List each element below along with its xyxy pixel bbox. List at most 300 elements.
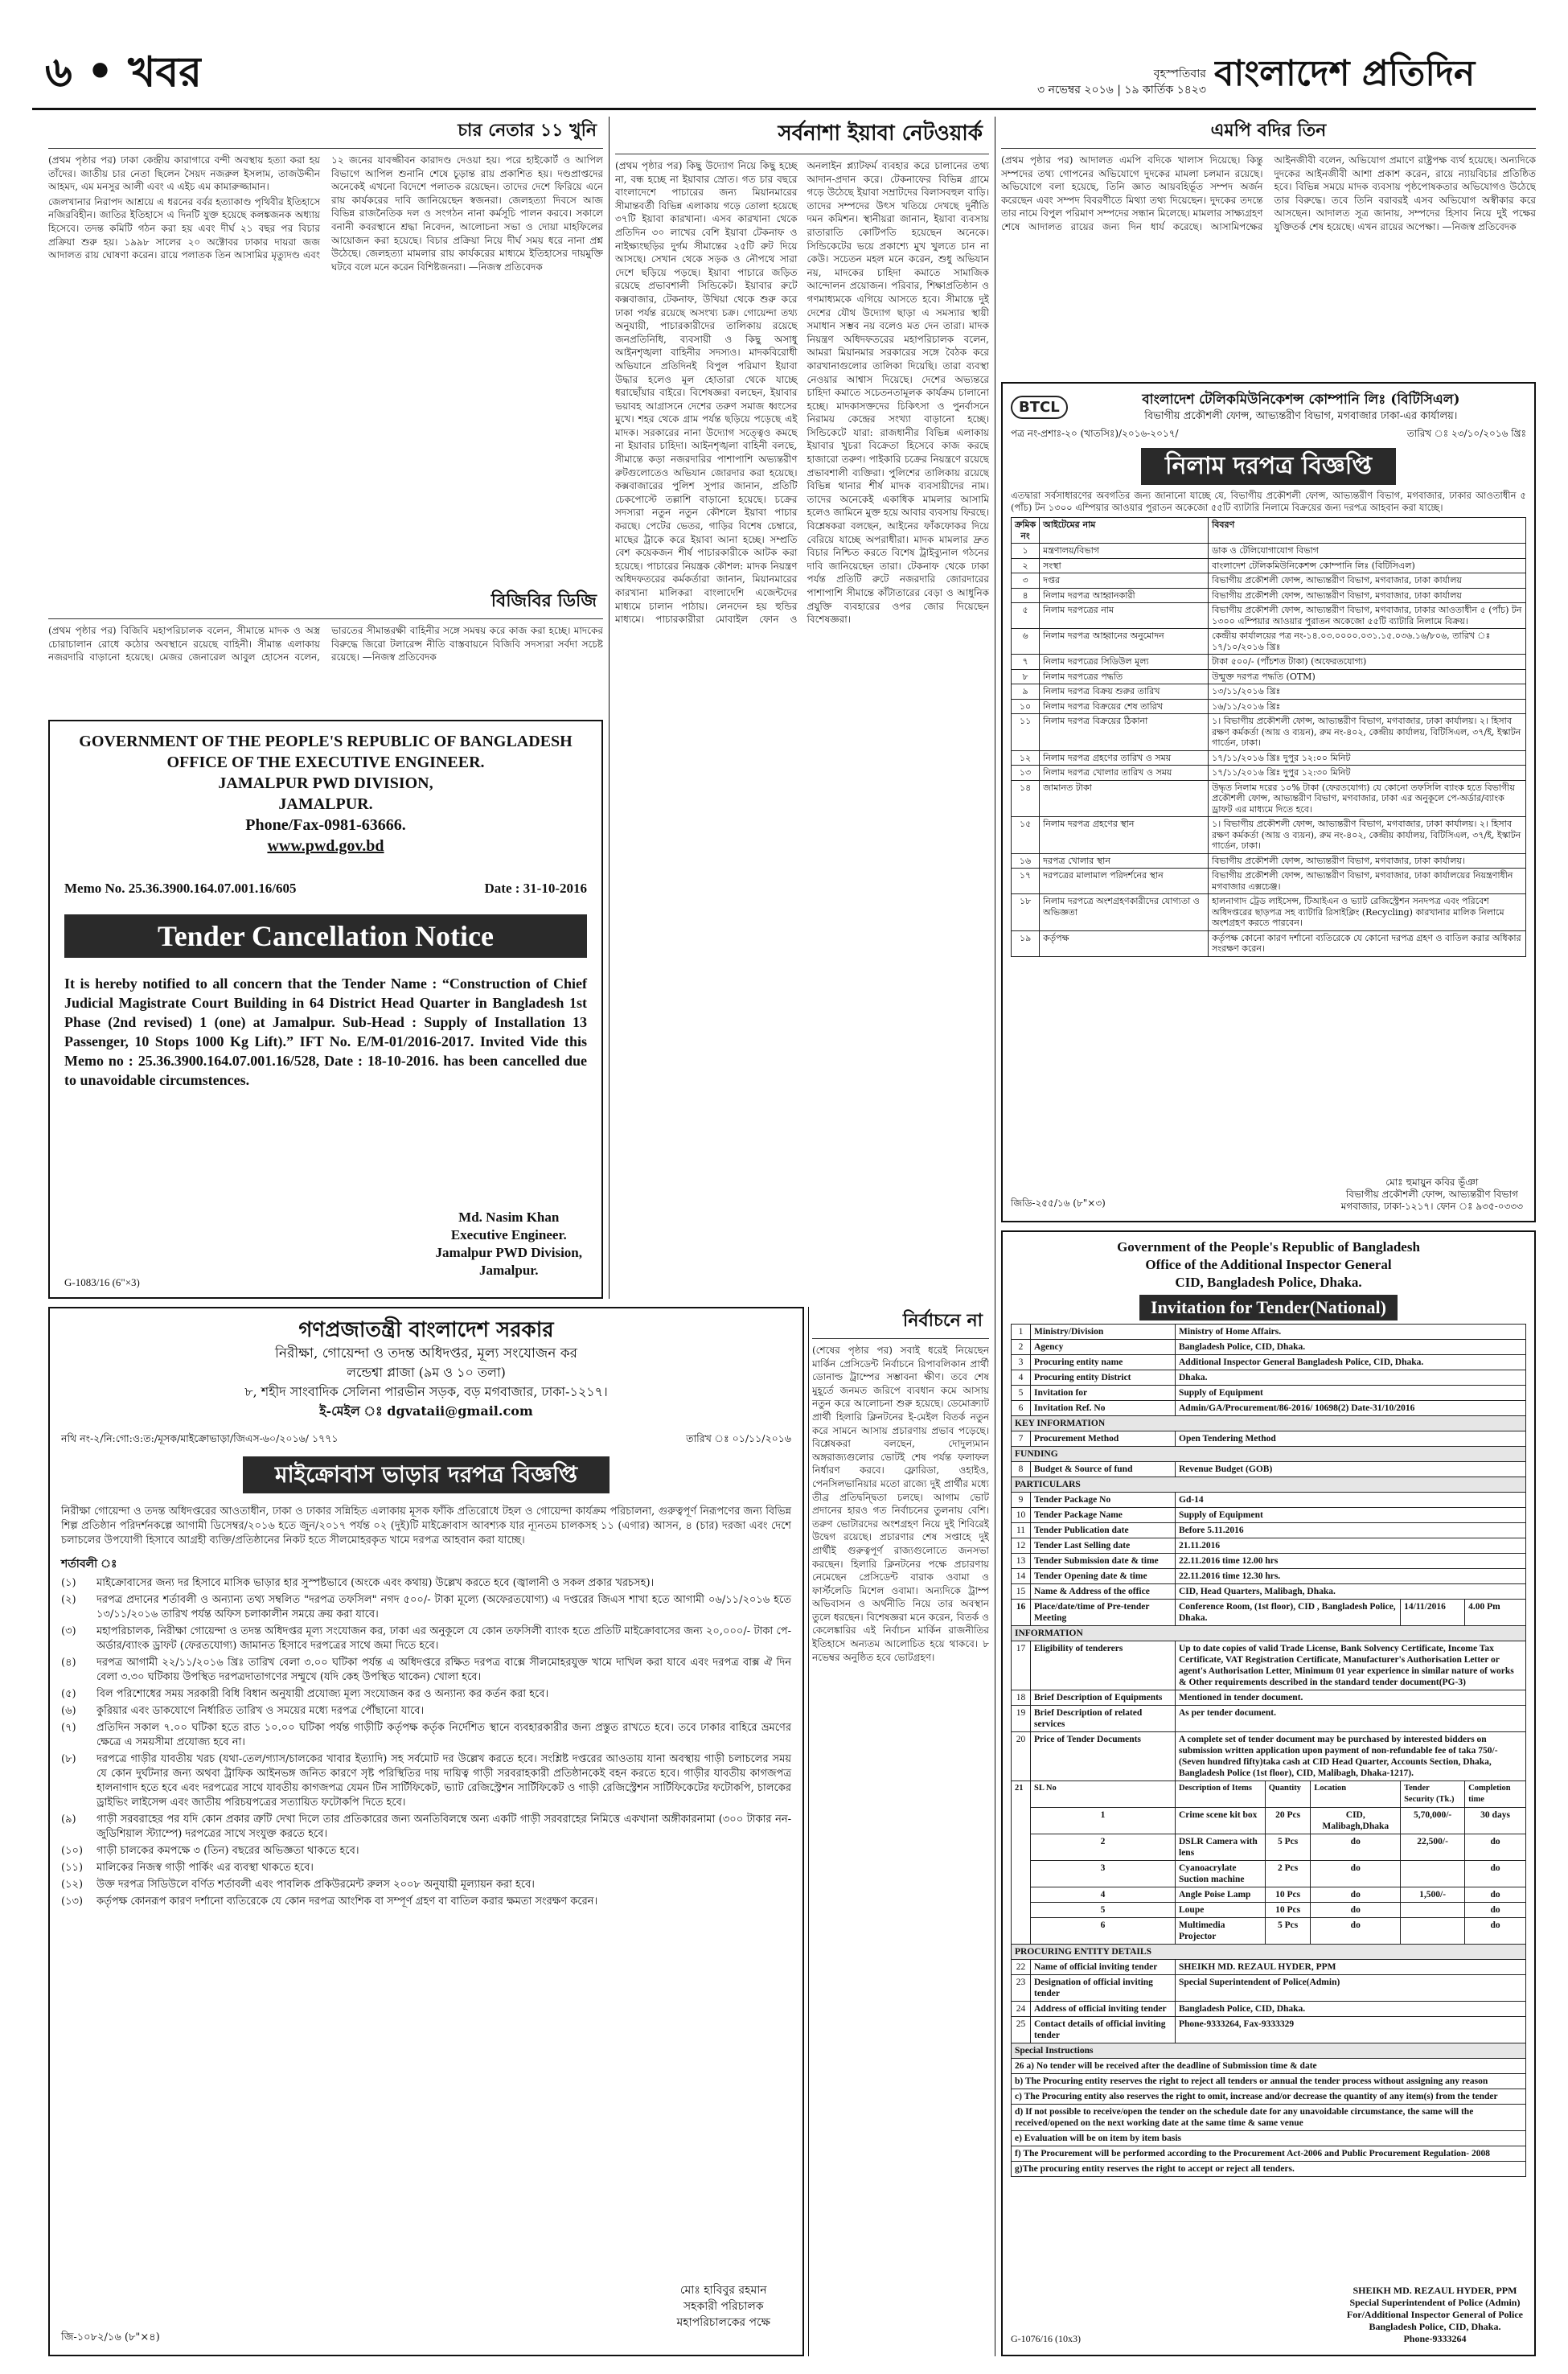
item-cell: 4 [1031,1887,1176,1903]
item-cell: 5 Pcs [1265,1834,1311,1861]
table-cell: টাকা ৫০০/- (পাঁচশত টাকা) (অফেরতযোগ্য) [1209,655,1526,670]
cid-signer-title: Special Superintendent of Police (Admin) [1349,2297,1521,2308]
item-cell: do [1311,1834,1401,1861]
table-cell: Ministry of Home Affairs. [1176,1325,1526,1340]
table-row [1012,869,1526,894]
table-cell: 13 [1012,1554,1031,1569]
table-cell: 17 [1012,1641,1031,1690]
table-row [1012,558,1526,573]
nbr-memo-no: নথি নং-২/নি:গো:ও:ত:/মূসক/মাইক্রোভাড়া/জিএস-৬০/২০১৬/ ১৭৭১ [61,1432,339,1444]
table-cell: Bangladesh Police, CID, Dhaka. [1176,1340,1526,1355]
table-cell: নিলাম দরপত্রের সিডিউল মূল্য [1040,655,1209,670]
term-text: বিল পরিশোধের সময় সরকারী বিধি বিধান অনুযায়ী প্রযোজ্য মূল্য সংযোজন কর ও অন্যান্য কর কর্তন করা হবে। [96,1688,549,1700]
btcl-intro: এতদ্বারা সর্বসাধারণের অবগতির জন্য জানানো যাচ্ছে যে, বিভাগীয় প্রকৌশলী ফোন্স, আভ্যন্তরীণ বিভাগ, মগবাজার, ঢাকার আওতাধীন ৫ (পাঁচ) টন ১৩০০ এম্পিয়ার আওয়ার পুরাতন অকেজো ৫৫টি ব্যাটারি নিলামে বিক্রয়ের জন্য দরপত্র আহবান করা যাচ্ছে। [1011,490,1526,513]
table-cell: 8 [1012,1462,1031,1477]
btcl-signer-name: মোঃ হুমায়ুন কবির ভূঁঞা [1385,1177,1479,1188]
table-cell: কর্তৃপক্ষ কোনো কারণ দর্শানো ব্যতিরেকে যে কোনো দরপত্র গ্রহণ ও বাতিল করার অধিকার সংরক্ষণ করেন। [1209,930,1526,956]
table-header-row [1012,518,1526,544]
table-cell: জামানত টাকা [1040,780,1209,817]
cid-notice-title: Invitation for Tender(National) [1139,1295,1398,1320]
table-cell: 25 [1012,2017,1031,2043]
table-row [1012,1584,1526,1600]
term-number: (১১) [61,1862,84,1874]
term-item [61,1861,791,1875]
paper-name: বাংলাদেশ প্রতিদিন [1214,53,1476,94]
table-row [1012,1960,1526,1975]
nbr-notice-title: মাইক্রোবাস ভাড়ার দরপত্র বিজ্ঞপ্তি [243,1456,610,1493]
table-row [1012,1340,1526,1355]
pwd-signer-name: Md. Nasim Khan [458,1210,560,1225]
table-cell: Phone-9333264, Fax-9333329 [1176,2017,1526,2043]
table-cell: ১৭ [1012,869,1040,894]
item-cell: do [1465,1918,1526,1945]
item-cell: 3 [1031,1861,1176,1887]
table-cell: ১। বিভাগীয় প্রকৌশলী ফোন্স, আভ্যন্তরীণ বিভাগ, মগবাজার, ঢাকা কার্যালয়। ২। হিসাব রক্ষণ কর্মকর্তা (আয় ও ব্যয়ন), রুম নং-৪০২, কেন্দ্রীয় কার্যালয়, বিটিসিএল, ৩৭/ই, ইস্কাটন গার্ডেন, ঢাকা। [1209,714,1526,751]
term-text: উক্ত দরপত্র সিডিউলে বর্ণিত শর্তাবলী এবং পাবলিক প্রকিউরমেন্ট রুলস ২০০৮ অনুযায়ী মূল্যায়ন করা হবে। [96,1879,535,1891]
pwd-signer-title: Executive Engineer. [450,1227,567,1242]
item-cell: 2 [1031,1834,1176,1861]
term-item [61,1593,791,1622]
table-cell: ১৫ [1012,817,1040,854]
table-cell: 14 [1012,1569,1031,1584]
table-header-cell: SL No [1031,1781,1176,1808]
table-cell: ১৩/১১/২০১৬ খ্রিঃ [1209,684,1526,700]
btcl-memo-no: পত্র নং-প্রশাঃ-২০ (খাতসিঃ)/২০১৬-২০১৭/ [1011,428,1179,439]
table-cell: 11 [1012,1523,1031,1538]
story-bgb-dg [48,587,603,700]
cid-ad-ref: G-1076/16 (10x3) [1011,2333,1081,2344]
section-header: KEY INFORMATION [1012,1416,1526,1431]
item-cell: 5,70,000/- [1401,1808,1465,1834]
table-cell: 18 [1012,1690,1031,1706]
table-cell: Bangladesh Police, CID, Dhaka. [1176,2002,1526,2017]
item-cell: CID, Malibagh,Dhaka [1311,1808,1401,1834]
table-cell: 20 [1012,1732,1031,1781]
item-cell: do [1465,1861,1526,1887]
section-header: PARTICULARS [1012,1477,1526,1493]
table-cell: Special Superintendent of Police(Admin) [1176,1975,1526,2002]
story-mp-bodi [1001,117,1536,374]
table-cell: 16 [1012,1600,1031,1626]
item-cell: 30 days [1465,1808,1526,1834]
table-row [1012,1508,1526,1523]
table-row [1012,588,1526,603]
table-row [1012,1641,1526,1690]
table-cell: Tender Last Selling date [1031,1538,1176,1554]
btcl-details-table [1011,517,1526,957]
table-cell: Budget & Source of fund [1031,1462,1176,1477]
table-cell: মন্ত্রণালয়/বিভাগ [1040,544,1209,559]
table-cell: 7 [1012,1431,1031,1447]
table-cell: 23 [1012,1975,1031,2002]
table-cell: 21.11.2016 [1176,1538,1526,1554]
table-cell: নিলাম দরপত্রের পদ্ধতি [1040,669,1209,684]
table-cell: ২ [1012,558,1040,573]
table-cell: নিলাম দরপত্র বিক্রয়ের ঠিকানা [1040,714,1209,751]
item-row [1012,1861,1526,1887]
item-cell: do [1311,1887,1401,1903]
nbr-building-line: লন্ডেশ্বা প্লাজা (৯ম ও ১০ তলা) [347,1365,506,1380]
item-cell: do [1465,1834,1526,1861]
table-cell: ৯ [1012,684,1040,700]
table-cell: 4.00 Pm [1465,1600,1526,1626]
table-cell: 12 [1012,1538,1031,1554]
item-row [1012,1903,1526,1918]
table-cell: কেন্দ্রীয় কার্যালয়ের পত্র নং-১৪.০৩.০০০০.০৩১.১৫.০৩৬.১৬/৮০৬, তারিখ ঃ ১৭/১০/২০১৬ খ্রিঃ [1209,629,1526,655]
section-header-row [1012,1447,1526,1462]
table-cell: Agency [1031,1340,1176,1355]
nbr-address-line: ৮, শহীদ সাংবাদিক সেলিনা পারভীন সড়ক, বড় মগবাজার, ঢাকা-১২১৭। [244,1384,608,1399]
instruction-text: d) If not possible to receive/open the tender on the schedule date for any unavoidable circumstance, the same will the received/opened on the next working date at the same time & same venue [1012,2105,1526,2131]
table-row [1012,930,1526,956]
table-cell: SHEIKH MD. REZAUL HYDER, PPM [1176,1960,1526,1975]
table-row [1012,1462,1526,1477]
table-cell: ১০ [1012,699,1040,714]
pwd-city-line: JAMALPUR. [278,795,373,813]
item-cell: Crime scene kit box [1176,1808,1266,1834]
pwd-website-link[interactable]: www.pwd.gov.bd [267,837,384,855]
table-cell: ১৯ [1012,930,1040,956]
table-cell: Price of Tender Documents [1031,1732,1176,1781]
table-cell: ১৪ [1012,780,1040,817]
table-cell: Tender Publication date [1031,1523,1176,1538]
table-cell: 10 [1012,1508,1031,1523]
term-item [61,1656,791,1685]
table-row [1012,750,1526,766]
term-text: প্রতিদিন সকাল ৭.০০ ঘটিকা হতে রাত ১০.০০ ঘটিকা পর্যন্ত গাড়ীটি কর্তৃপক্ষ কর্তৃক নির্দেশিত স্থানে ব্যবহারকারীর জন্য প্রস্তুত রাখতে হবে। তবে ঢাকার বাহিরে ভ্রমণের ক্ষেত্রে এ সময়সীমা প্রযোজ্য হবে না। [96,1722,791,1748]
pwd-phone-line: Phone/Fax-0981-63666. [245,816,406,834]
table-row [1012,1523,1526,1538]
section-header-row [1012,1416,1526,1431]
instruction-text: e) Evaluation will be on item by item basis [1012,2131,1526,2146]
nbr-signer-name: মোঃ হাবিবুর রহমান [679,2284,767,2297]
table-cell: Ministry/Division [1031,1325,1176,1340]
table-cell: 22.11.2016 time 12.30 hrs. [1176,1569,1526,1584]
table-row [1012,1431,1526,1447]
story-title: বিজিবির ডিজি [48,587,603,619]
item-row [1012,1918,1526,1945]
table-row [1012,1569,1526,1584]
table-cell: Supply of Equipment [1176,1508,1526,1523]
table-row [1012,714,1526,751]
item-cell: do [1465,1887,1526,1903]
table-cell: Tender Opening date & time [1031,1569,1176,1584]
table-cell: Place/date/time of Pre-tender Meeting [1031,1600,1176,1626]
masthead-rule [32,108,1536,110]
term-number: (১০) [61,1845,84,1857]
table-cell: Admin/GA/Procurement/86-2016/ 10698(2) Date-31/10/2016 [1176,1401,1526,1416]
term-item [61,1624,791,1653]
table-row [1012,894,1526,931]
nbr-signer-title: সহকারী পরিচালক [683,2300,764,2313]
table-cell: Procuring entity District [1031,1370,1176,1386]
table-header-cell: Description of Items [1176,1781,1266,1808]
table-cell: ১২ [1012,750,1040,766]
table-cell: 3 [1012,1355,1031,1370]
table-row [1012,853,1526,869]
item-row [1012,1887,1526,1903]
table-cell: নিলাম দরপত্র বিক্রয়ের শেষ তারিখ [1040,699,1209,714]
table-cell: কর্তৃপক্ষ [1040,930,1209,956]
table-cell: Contact details of official inviting tender [1031,2017,1176,2043]
nbr-email[interactable]: ই-মেইল ঃ dgvataii@gmail.com [319,1403,533,1419]
section-header: Special Instructions [1012,2043,1526,2059]
nbr-date: তারিখ ঃ ০১/১১/২০১৬ [686,1432,791,1444]
table-cell: ১৬ [1012,853,1040,869]
item-cell: 10 Pcs [1265,1887,1311,1903]
term-number: (৫) [61,1688,76,1700]
story-body: (প্রথম পৃষ্ঠার পর) কিছু উদ্যোগ নিয়ে কিছু হচ্ছে না, বন্ধ হচ্ছে না ইয়াবার স্রোত। গত চার বছরে বাংলাদেশে পাচারের জন্য মিয়ানমারের সীমান্তবর্তী বিভিন্ন এলাকায় গড়ে তোলা হয়েছে ৩৭টি ইয়াবা কারখানা। এসব কারখানা থেকে প্রতিদিন ৩০ লাখের বেশি ইয়াবা টেকনাফ ও নাইক্ষ্যংছড়ির দুর্গম সীমান্তের ২৫টি রুট দিয়ে আসছে। সেখান থেকে সড়ক ও নৌপথে সারা দেশে ছড়িয়ে পড়ছে। ইয়াবা পাচারে জড়িত রয়েছে প্রভাবশালী সিন্ডিকেট। ইয়াবার রুটে কক্সবাজার, টেকনাফ, উখিয়া থেকে শুরু করে ঢাকা পর্যন্ত রয়েছে অসংখ্য চক্র। গোয়েন্দা তথ্য অনুযায়ী, পাচারকারীদের তালিকায় রয়েছে জনপ্রতিনিধি, ব্যবসায়ী ও কিছু অসাধু আইনশৃঙ্খলা বাহিনীর সদস্যও। মাদকবিরোধী অভিযানে প্রতিদিনই বিপুল পরিমাণ ইয়াবা উদ্ধার হলেও মূল হোতারা থেকে যাচ্ছে ধরাছোঁয়ার বাইরে। বিশেষজ্ঞরা বলছেন, ইয়াবার ভয়াবহ আগ্রাসনে দেশের তরুণ সমাজ ধ্বংসের মুখে। শহর থেকে গ্রাম পর্যন্ত ছড়িয়ে পড়েছে এই মাদক। সরকারের নানা উদ্যোগ সত্ত্বেও কমছে না ইয়াবার চাহিদা। আইনশৃঙ্খলা বাহিনী বলছে, সীমান্তে কড়া নজরদারির পাশাপাশি অভ্যন্তরীণ রুটগুলোতেও অভিযান জোরদার করা হয়েছে। কক্সবাজারের পুলিশ সুপার জানান, প্রতিটি চেকপোস্টে তল্লাশি বাড়ানো হয়েছে। চক্রের সদস্যরা নতুন নতুন কৌশলে ইয়াবা পাচার করছে। পেটের ভেতর, গাড়ির বিশেষ চেম্বারে, মাছের ট্রাকে করে ইয়াবা আনা হচ্ছে। সম্প্রতি বেশ কয়েকজন শীর্ষ পাচারকারীকে আটক করা হয়েছে। পাচারের নিয়ন্ত্রক কৌশল: মাদক নিয়ন্ত্রণ অধিদফতরের কর্মকর্তারা জানান, মিয়ানমারের কারখানা মালিকরা বাংলাদেশি এজেন্টদের মাধ্যমে চালান পাঠায়। লেনদেন হয় হুন্ডির মাধ্যমে। পাচারকারীরা মোবাইল ফোন ও অনলাইন প্ল্যাটফর্ম ব্যবহার করে চালানের তথ্য আদান-প্রদান করে। টেকনাফের বিভিন্ন গ্রামে গড়ে উঠেছে ইয়াবা সম্রাটদের বিলাসবহুল বাড়ি। তাদের সম্পদের উৎস খতিয়ে দেখছে দুর্নীতি দমন কমিশন। স্থানীয়রা জানান, ইয়াবা ব্যবসায় রাতারাতি কোটিপতি হয়েছেন অনেকে। সিন্ডিকেটের ভয়ে প্রকাশ্যে মুখ খুলতে চান না কেউ। সচেতন মহল মনে করেন, শুধু অভিযান নয়, মাদকের চাহিদা কমাতে সামাজিক আন্দোলন প্রয়োজন। পরিবার, শিক্ষাপ্রতিষ্ঠান ও গণমাধ্যমকে এগিয়ে আসতে হবে। সীমান্তে দুই দেশের যৌথ উদ্যোগ ছাড়া এ সমস্যার স্থায়ী সমাধান সম্ভব নয় বলেও মত দেন তারা। মাদক নিয়ন্ত্রণ অধিদফতরের মহাপরিচালক বলেন, আমরা মিয়ানমার সরকারের সঙ্গে বৈঠক করে কারখানাগুলোর তালিকা দিয়েছি। তারা ব্যবস্থা নেওয়ার আশ্বাস দিয়েছে। দেশের অভ্যন্তরে চাহিদা কমাতে সচেতনতামূলক কার্যক্রম চালানো হচ্ছে। মাদকাসক্তদের চিকিৎসা ও পুনর্বাসনে নিরাময় কেন্দ্রের সংখ্যা বাড়ানো হচ্ছে। সিন্ডিকেটে যারা: রাজধানীর বিভিন্ন এলাকায় ইয়াবার খুচরা বিক্রেতা হিসেবে কাজ করছে হাজারো তরুণ। পাইকারি চক্রের নিয়ন্ত্রণে রয়েছে প্রভাবশালী ব্যক্তিরা। পুলিশের তালিকায় রয়েছে বিভিন্ন থানার শীর্ষ মাদক ব্যবসায়ীদের নাম। তাদের অনেকেই একাধিক মামলার আসামি হলেও জামিনে মুক্ত হয়ে আবার ব্যবসায় ফিরছে। বিশ্লেষকরা বলছেন, আইনের ফাঁকফোকর দিয়ে বেরিয়ে যাচ্ছে অপরাধীরা। মাদক মামলার দ্রুত বিচার নিশ্চিত করতে বিশেষ ট্রাইব্যুনাল গঠনের দাবি জানিয়েছেন তারা। টেকনাফ থেকে ঢাকা পর্যন্ত প্রতিটি রুটে নজরদারি জোরদারের পাশাপাশি সীমান্তে কাঁটাতারের বেড়া ও আধুনিক প্রযুক্তি ব্যবহারের ওপর জোর দিয়েছেন বিশেষজ্ঞরা। [615,160,989,626]
term-item [61,1813,791,1842]
instruction-row [1012,2089,1526,2105]
table-cell: Up to date copies of valid Trade License, Bank Solvency Certificate, Income Tax Certificate, VAT Registration Certificate, Manufacturer's Authorisation Letter or agent's Authorisation Letter, Minimum 01 year experience in similar nature of works & Other requirements described in the standard tender document(PG-3) [1176,1641,1526,1690]
table-cell: নিলাম দরপত্র আহ্বানের অনুমোদন [1040,629,1209,655]
table-row [1012,1975,1526,2002]
table-cell: ১ [1012,544,1040,559]
cid-signer-behalf: For/Additional Inspector General of Police [1346,2309,1523,2320]
instruction-text: b) The Procuring entity reserves the right to reject all tenders or annual the tender process without assigning any reason [1012,2074,1526,2089]
table-cell: As per tender document. [1176,1706,1526,1732]
btcl-dept-line: বিভাগীয় প্রকৌশলী ফোন্স, আভ্যন্তরীণ বিভাগ, মগবাজার ঢাকা-এর কার্যালয়। [1144,410,1458,422]
btcl-signer-title: বিভাগীয় প্রকৌশলী ফোন্স, আভ্যন্তরীণ বিভাগ [1345,1189,1518,1200]
table-cell: ১৩ [1012,766,1040,781]
table-row [1012,603,1526,629]
table-cell: Procuring entity name [1031,1355,1176,1370]
table-cell: ৩ [1012,573,1040,589]
term-number: (১) [61,1577,76,1589]
table-cell: Additional Inspector General Bangladesh Police, CID, Dhaka. [1176,1355,1526,1370]
table-header-cell: Completion time [1465,1781,1526,1808]
btcl-signer-address: মগবাজার, ঢাকা-১২১৭। ফোন ঃ ৯৩৫-০৩৩৩ [1340,1201,1523,1212]
table-cell: ৪ [1012,588,1040,603]
vat-microbus-tender-ad [48,1307,804,2356]
table-cell: Procurement Method [1031,1431,1176,1447]
item-row [1012,1808,1526,1834]
table-row [1012,629,1526,655]
btcl-org-name: বাংলাদেশ টেলিকমিউনিকেশন্স কোম্পানি লিঃ (বিটিসিএল) [1142,392,1460,408]
section-header: INFORMATION [1012,1626,1526,1641]
table-header-cell: 21 [1012,1781,1031,1945]
term-text: গাড়ী চালকের কমপক্ষে ৩ (তিন) বছরের অভিজ্ঞতা থাকতে হবে। [96,1845,359,1857]
table-cell: Invitation Ref. No [1031,1401,1176,1416]
table-row [1012,2002,1526,2017]
table-cell: 24 [1012,2002,1031,2017]
nbr-signer-behalf: মহাপরিচালকের পক্ষে [676,2316,770,2329]
table-cell: 22 [1012,1960,1031,1975]
pwd-tender-cancellation-ad [48,720,603,1299]
term-number: (৪) [61,1657,76,1669]
story-four-leaders [48,117,603,583]
table-cell: সংস্থা [1040,558,1209,573]
item-row [1012,1834,1526,1861]
story-title: এমপি বদির তিন [1001,117,1536,149]
item-cell: DSLR Camera with lens [1176,1834,1266,1861]
pwd-division-line: JAMALPUR PWD DIVISION, [218,774,433,792]
item-cell: 6 [1031,1918,1176,1945]
table-cell: Name of official inviting tender [1031,1960,1176,1975]
item-cell: Angle Poise Lamp [1176,1887,1266,1903]
table-cell: 4 [1012,1370,1031,1386]
btcl-ad-ref: জিডি-২৫৫/১৬ (৮"×৩) [1011,1197,1106,1209]
table-cell: নিলাম দরপত্র গ্রহণের স্থান [1040,817,1209,854]
term-number: (৮) [61,1753,76,1765]
item-cell: Cyanoacrylate Suction machine [1176,1861,1266,1887]
pwd-notice-title: Tender Cancellation Notice [64,914,587,958]
table-cell: Revenue Budget (GOB) [1176,1462,1526,1477]
nbr-intro: নিরীক্ষা গোয়েন্দা ও তদন্ত অধিদপ্তরের আওতাধীন, ঢাকা ও ঢাকার সন্নিহিত এলাকায় মূসক ফাঁকি প্রতিরোধে টহল ও গোয়েন্দা কার্যক্রম পরিচালনা, গুরুত্বপূর্ণ নিরূপণের জন্য বিভিন্ন শিল্প প্রতিষ্ঠান পরিদর্শনকল্পে আগামী ডিসেম্বর/২০১৬ হতে জুন/২০১৭ পর্যন্ত ০২ (দুই)টি মাইক্রোবাস আবশ্যক যার ন্যূনতম চালকসহ ১১ (এগার) আসন, ৪ (চার) দরজা এবং দেশে চলাচলের উপযোগী হিসাবে আগ্রহী ব্যক্তি/প্রতিষ্ঠানের নিকট হতে সীলমোহরকৃত খামে দরপত্র আহবান করা যাচ্ছে। [61,1505,791,1546]
table-cell: নিলাম দরপত্র খোলার তারিখ ও সময় [1040,766,1209,781]
cid-details-table [1011,1324,1526,2177]
table-row [1012,1493,1526,1508]
table-cell: দরপত্র খোলার স্থান [1040,853,1209,869]
table-row [1012,1401,1526,1416]
table-cell: 1 [1012,1325,1031,1340]
table-row [1012,655,1526,670]
table-cell: ১১ [1012,714,1040,751]
table-cell: বিভাগীয় প্রকৌশলী ফোন্স, আভ্যন্তরীণ বিভাগ, মগবাজার, ঢাকা কার্যালয় [1209,588,1526,603]
cid-gov-line: Government of the People's Republic of Bangladesh [1117,1239,1420,1255]
table-cell: নিলাম দরপত্র গ্রহণের তারিখ ও সময় [1040,750,1209,766]
term-text: কর্তৃপক্ষ কোনরূপ কারণ দর্শানো ব্যতিরেকে যে কোন দরপত্র আংশিক বা সম্পূর্ণ গ্রহণ বা বাতিল করার ক্ষমতা সংরক্ষণ করেন। [96,1896,598,1908]
term-item [61,1844,791,1859]
term-number: (৬) [61,1705,76,1717]
table-row [1012,1732,1526,1781]
table-row [1012,1600,1526,1626]
table-cell: উন্মুক্ত দরপত্র পদ্ধতি (OTM) [1209,669,1526,684]
term-item [61,1878,791,1892]
story-body: (প্রথম পৃষ্ঠার পর) বিজিবি মহাপরিচালক বলেন, সীমান্তে মাদক ও অস্ত্র চোরাচালান রোধে কঠোর অবস্থানে রয়েছে বাহিনী। সীমান্ত এলাকায় নজরদারি বাড়ানো হয়েছে। মেজর জেনারেল আবুল হোসেন বলেন, ভারতের সীমান্তরক্ষী বাহিনীর সঙ্গে সমন্বয় করে কাজ করা হচ্ছে। মাদকের বিরুদ্ধে জিরো টলারেন্স নীতি বাস্তবায়নে বিজিবি সদস্যরা সর্বদা সচেষ্ট রয়েছে। —নিজস্ব প্রতিবেদক [48,625,603,663]
term-item [61,1687,791,1702]
pwd-notice-body: It is hereby notified to all concern that the Tender Name : “Construction of Chief Judicial Magistrate Court Building in 64 District Head Quarter in Bangladesh 1st Phase (2nd revised) 1 (one) at Jamalpur. Sub-Head : Supply of Installation 13 Passenger, 10 Stops 1000 Kg Lift).” IFT No. E/M-01/2016-2017. Invited Vide this Memo no : 25.36.3900.164.07.001.16/528, Date : 18-10-2016. has been cancelled due to unavoidable circumstences. [64,975,587,1088]
instruction-row [1012,2074,1526,2089]
story-body: (প্রথম পৃষ্ঠার পর) আদালত এমপি বদিকে খালাস দিয়েছে। কিন্তু সম্পদের তথ্য গোপনের অভিযোগে দুদকের মামলা চলমান রয়েছে। অভিযোগে বলা হয়েছে, তিনি জ্ঞাত আয়বহির্ভূত সম্পদ অর্জন করেছেন এবং সম্পদ বিবরণীতে মিথ্যা তথ্য দিয়েছেন। দুদকের তদন্তে তার নামে বিপুল পরিমাণ সম্পদের সন্ধান মিলেছে। মামলার সাক্ষ্যগ্রহণ শেষে আদালত রায়ের জন্য দিন ধার্য করেছে। আসামিপক্ষের আইনজীবী বলেন, অভিযোগ প্রমাণে রাষ্ট্রপক্ষ ব্যর্থ হয়েছে। অন্যদিকে দুদকের আইনজীবী আশা প্রকাশ করেন, রায়ে ন্যায়বিচার প্রতিষ্ঠিত হবে। বিভিন্ন সময়ে মাদক ব্যবসায় পৃষ্ঠপোষকতার অভিযোগও উঠেছে তার বিরুদ্ধে। তবে তিনি বরাবরই এসব অভিযোগ অস্বীকার করে আসছেন। আদালত সূত্র জানায়, সম্পদের হিসাব নিয়ে দুই পক্ষের যুক্তিতর্ক শেষ হয়েছে। এখন রায়ের অপেক্ষা। —নিজস্ব প্রতিবেদক [1001,154,1536,232]
table-cell: ১। বিভাগীয় প্রকৌশলী ফোন্স, আভ্যন্তরীণ বিভাগ, মগবাজার, ঢাকা কার্যালয়। ২। হিসাব রক্ষণ কর্মকর্তা (আয় ও ব্যয়ন), রুম নং-৪০২, কেন্দ্রীয় কার্যালয়, বিটিসিএল, ৩৭/ই, ইস্কাটন গার্ডেন, ঢাকা। [1209,817,1526,854]
term-number: (৩) [61,1625,76,1637]
item-cell [1401,1903,1465,1918]
table-cell: বিভাগীয় প্রকৌশলী ফোন্স, আভ্যন্তরীণ বিভাগ, মগবাজার, ঢাকা কার্যালয় [1209,573,1526,589]
btcl-notice-title: নিলাম দরপত্র বিজ্ঞপ্তি [1141,448,1396,485]
table-header-cell: Quantity [1265,1781,1311,1808]
table-cell: Before 5.11.2016 [1176,1523,1526,1538]
table-row [1012,1538,1526,1554]
items-header-row [1012,1781,1526,1808]
term-text: দরপত্র প্রদানের শর্তাবলী ও অন্যান্য তথ্য সম্বলিত "দরপত্র তফসিল" নগদ ৫০০/- টাকা মূল্যে (অফেরতযোগ্য) এ দপ্তরের জিএস শাখা হতে আগামী ০৬/১১/২০১৬ হতে ১৩/১১/২০১৬ তারিখ পর্যন্ত অফিস চলাকালীন সময়ে ক্রয় করা যাবে। [96,1594,791,1620]
item-cell: do [1311,1918,1401,1945]
table-cell: নিলাম দরপত্রের নাম [1040,603,1209,629]
table-cell: Brief Description of Equipments [1031,1690,1176,1706]
term-text: মহাপরিচালক, নিরীক্ষা গোয়েন্দা ও তদন্ত অধিদপ্তর মূল্য সংযোজন কর, ঢাকা এর অনুকূলে যে কোন তফসিলী ব্যাংক হতে প্রতিটি মাইক্রোবাসের জন্য ২০,০০০/- টাকা পে-অর্ডার/ব্যাংক ড্রাফট (ফেরতযোগ্য) জামানত হিসাবে দরপত্রের সাথে জমা দিতে হবে। [96,1625,791,1652]
item-cell: 5 Pcs [1265,1918,1311,1945]
item-cell [1401,1918,1465,1945]
table-cell: 19 [1012,1706,1031,1732]
instruction-row [1012,2105,1526,2131]
table-cell: বাংলাদেশ টেলিকমিউনিকেশন্স কোম্পানি লিঃ (বিটিসিএল) [1209,558,1526,573]
pwd-ad-ref: G-1083/16 (6"×3) [64,1276,140,1288]
nbr-terms-list [61,1576,791,1909]
pwd-memo-no: Memo No. 25.36.3900.164.07.001.16/605 [64,881,297,896]
item-cell: 1,500/- [1401,1887,1465,1903]
table-row [1012,2017,1526,2043]
table-cell: ১৮ [1012,894,1040,931]
table-row [1012,699,1526,714]
term-number: (২) [61,1594,76,1606]
nbr-gov-line: গণপ্রজাতন্ত্রী বাংলাদেশ সরকার [298,1318,554,1342]
table-cell: ৫ [1012,603,1040,629]
table-row [1012,573,1526,589]
term-item [61,1752,791,1810]
item-cell [1401,1861,1465,1887]
table-row [1012,780,1526,817]
table-cell: Invitation for [1031,1386,1176,1401]
table-cell: Tender Package No [1031,1493,1176,1508]
table-cell: Open Tendering Method [1176,1431,1526,1447]
cid-unit-line: CID, Bangladesh Police, Dhaka. [1175,1275,1362,1290]
date-line: বৃহস্পতিবার [1153,68,1206,80]
table-cell: উদ্ধৃত নিলাম দরের ১০% টাকা (ফেরতযোগ্য) যে কোনো তফসিলি ব্যাংক হতে বিভাগীয় প্রকৌশলী ফোন্স, আভ্যন্তরীণ বিভাগ, মগবাজার, ঢাকা এর অনুকূলে পে-অর্ডার/ব্যাংক ড্রাফট এর মাধ্যমে দিতে হবে। [1209,780,1526,817]
pwd-date: Date : 31-10-2016 [484,881,587,896]
item-cell: 22,500/- [1401,1834,1465,1861]
table-cell: 15 [1012,1584,1031,1600]
instruction-row [1012,2131,1526,2146]
section-header-row [1012,1477,1526,1493]
section-header: FUNDING [1012,1447,1526,1462]
section-header-row [1012,2043,1526,2059]
item-cell: do [1311,1861,1401,1887]
story-title: চার নেতার ১১ খুনি [48,117,603,149]
section-header: PROCURING ENTITY DETAILS [1012,1945,1526,1960]
nbr-terms-label: শর্তাবলী ঃ [61,1558,117,1571]
page-section-label: ৬ • খবর [45,48,202,97]
table-cell: CID, Head Quarters, Malibagh, Dhaka. [1176,1584,1526,1600]
cid-signer-name: SHEIKH MD. REZAUL HYDER, PPM [1353,2285,1517,2296]
table-cell: দপ্তর [1040,573,1209,589]
instruction-text: c) The Procuring entity also reserves the right to omit, increase and/or decrease the quantity of any item(s) from the tender [1012,2089,1526,2105]
table-cell: Dhaka. [1176,1370,1526,1386]
table-cell: Conference Room, (1st floor), CID , Bangladesh Police, Dhaka. [1176,1600,1401,1626]
cid-tender-ad [1001,1230,1536,2356]
btcl-logo: BTCL [1011,396,1068,419]
table-cell: নিলাম দরপত্র আহ্বানকারী [1040,588,1209,603]
table-cell: বিভাগীয় প্রকৌশলী ফোন্স, আভ্যন্তরীণ বিভাগ, মগবাজার, ঢাকা কার্যালয়ের নিয়ন্ত্রণাধীন মগবাজার এক্সচেঞ্জ। [1209,869,1526,894]
table-cell: Address of official inviting tender [1031,2002,1176,2017]
term-text: মাইক্রোবাসের জন্য দর হিসাবে মাসিক ভাড়ার হার সুস্পষ্টভাবে (অংকে এবং কথায়) উল্লেখ করতে হবে (জ্বালানী ও সকল প্রকার খরচসহ)। [96,1577,655,1589]
table-row [1012,1690,1526,1706]
term-text: কুরিয়ার এবং ডাকযোগে নির্ধারিত তারিখ ও সময়ের মধ্যে দরপত্র পৌঁছানো যাবে। [96,1705,425,1717]
item-cell: 5 [1031,1903,1176,1918]
term-number: (১৩) [61,1896,84,1908]
table-cell: Brief Description of related services [1031,1706,1176,1732]
cid-office-line: Office of the Additional Inspector General [1145,1257,1392,1272]
term-number: (৭) [61,1722,76,1734]
nbr-ad-ref: জি-১০৮২/১৬ (৮"×৪) [61,2331,160,2343]
table-row [1012,766,1526,781]
pwd-signer-city: Jamalpur. [479,1263,539,1278]
table-cell: 22.11.2016 time 12.00 hrs [1176,1554,1526,1569]
table-cell: ক্রমিক নং [1012,518,1040,544]
table-cell: Tender Package Name [1031,1508,1176,1523]
story-election [812,1307,989,2356]
term-text: দরপত্র আগামী ২২/১১/২০১৬ খ্রিঃ তারিখ বেলা ৩.০০ ঘটিকা পর্যন্ত এ অধিদপ্তরে রক্ষিত দরপত্র বাক্সে সীলমোহরযুক্ত খামে দাখিল করা যাবে এবং দরপত্র বাক্স ঐ দিন বেলা ৩.৩০ ঘটিকায় উপস্থিত দরপত্রদাতাগণের সম্মুখে (যদি কেহ উপস্থিত থাকেন) খোলা হবে। [96,1657,791,1683]
table-cell: ৭ [1012,655,1040,670]
table-cell: 6 [1012,1401,1031,1416]
pwd-office-line: OFFICE OF THE EXECUTIVE ENGINEER. [166,754,485,771]
item-cell: 1 [1031,1808,1176,1834]
btcl-date: তারিখ ঃ ২৩/১০/২০১৬ খ্রিঃ [1406,428,1526,439]
cid-signer-phone: Phone-9333264 [1403,2333,1467,2344]
table-row [1012,544,1526,559]
term-item [61,1576,791,1591]
instruction-text: f) The Procurement will be performed according to the Procurement Act-2006 and Public Procurement Regulation- 2008 [1012,2146,1526,2162]
